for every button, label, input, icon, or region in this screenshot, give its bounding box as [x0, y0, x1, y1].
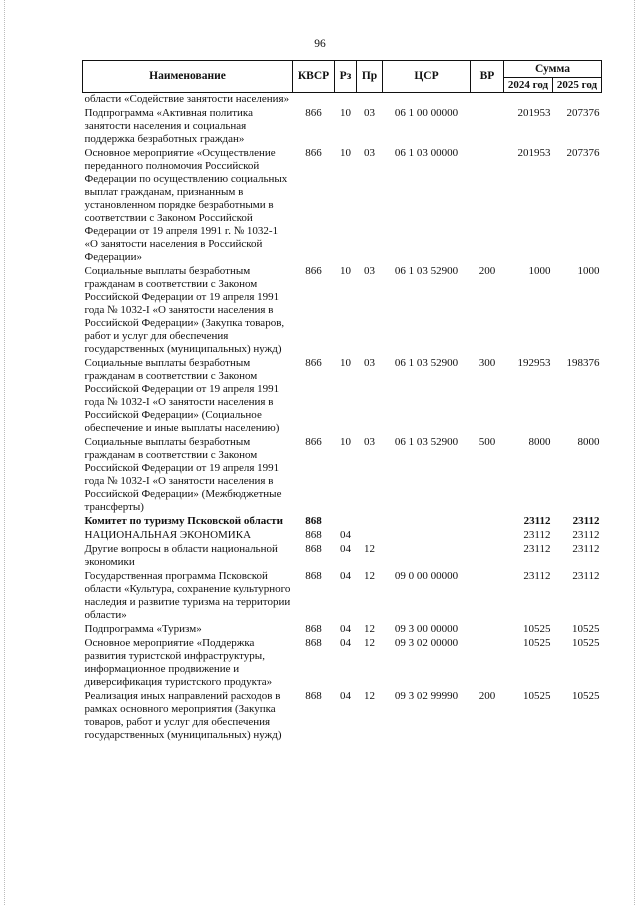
cell-csr: [383, 529, 471, 543]
cell-pr: [357, 93, 383, 108]
table-body: [83, 93, 602, 744]
table-header: [83, 61, 602, 93]
cell-kvsr: 866: [305, 265, 322, 277]
cell-name: Основное мероприятие «Поддержка развития туристской инфраструктуры, информационное продвижение и диверсификация туристского продукта»: [84, 637, 273, 688]
cell-kvsr: [293, 93, 335, 108]
header-vr: ВР: [471, 61, 504, 93]
table-row: [83, 570, 602, 623]
cell-name: Подпрограмма «Активная политика занятости населения и социальная поддержка безработных граждан»: [84, 107, 253, 145]
cell-name: Основное мероприятие «Осуществление переданного полномочия Российской Федерации по осуществлению социальных выплат гражданам, признанным в установленном порядке безработными в соответствии с Законом Российской Федерации от 19 апреля 1991 г. № 1032-1 «О занятости населения в Российской Федерации»: [84, 147, 288, 263]
cell-csr: [383, 93, 471, 108]
cell-2024: [504, 93, 553, 108]
cell-kvsr: 868: [305, 623, 322, 635]
cell-kvsr: 868: [305, 637, 322, 649]
cell-name: Подпрограмма «Туризм»: [84, 623, 202, 635]
cell-vr: [471, 570, 504, 623]
cell-2025: 1000: [577, 265, 600, 277]
cell-2025: 8000: [577, 436, 600, 448]
cell-vr: 300: [478, 357, 496, 369]
header-year-2024: 2024 год: [504, 78, 553, 93]
cell-2024: 23112: [523, 515, 551, 527]
cell-name: Социальные выплаты безработным гражданам в соответствии с Законом Российской Федерации от 19 апреля 1991 года № 1032-I «О занятости населения в Российской Федерации» (Межбюджетные трансферты): [84, 436, 282, 513]
table-row: [83, 107, 602, 147]
cell-rz: 04: [340, 637, 351, 649]
cell-vr: 200: [478, 690, 496, 702]
header-sum: Сумма: [504, 61, 602, 78]
cell-kvsr: 866: [305, 436, 322, 448]
table-row: [83, 265, 602, 357]
header-rz: Рз: [335, 61, 357, 93]
cell-2025: 207376: [566, 147, 600, 159]
cell-2025: 23112: [572, 515, 600, 527]
cell-2025: 23112: [572, 543, 600, 555]
cell-pr: 12: [364, 543, 375, 555]
cell-pr: 03: [364, 436, 375, 448]
cell-csr: 06 1 03 52900: [394, 357, 459, 369]
cell-2025: 23112: [572, 570, 600, 582]
cell-name: Государственная программа Псковской области «Культура, сохранение культурного наследия и развитие туризма на территории области»: [84, 570, 291, 621]
cell-rz: 10: [340, 265, 351, 277]
cell-rz: 10: [340, 107, 351, 119]
cell-2025: 10525: [572, 637, 600, 649]
table-row: [83, 436, 602, 515]
budget-table: [82, 60, 602, 743]
cell-pr: 12: [364, 637, 375, 649]
header-csr: ЦСР: [383, 61, 471, 93]
cell-2025: 10525: [572, 690, 600, 702]
cell-pr: 03: [364, 107, 375, 119]
cell-csr: 06 1 03 00000: [394, 147, 459, 159]
cell-kvsr: 866: [305, 357, 322, 369]
cell-pr: 12: [364, 690, 375, 702]
cell-rz: 04: [340, 690, 351, 702]
cell-vr: [471, 623, 504, 637]
cell-csr: 06 1 03 52900: [394, 436, 459, 448]
cell-2024: 8000: [528, 436, 551, 448]
cell-kvsr: 868: [305, 515, 322, 527]
cell-rz: 04: [340, 623, 351, 635]
table-row: [83, 93, 602, 108]
header-kvsr: КВСР: [293, 61, 335, 93]
cell-2024: 23112: [523, 543, 551, 555]
header-pr: Пр: [357, 61, 383, 93]
cell-kvsr: 866: [305, 107, 322, 119]
cell-name: области «Содействие занятости населения»: [84, 93, 290, 105]
cell-pr: 03: [364, 147, 375, 159]
cell-rz: 10: [340, 357, 351, 369]
cell-pr: 03: [364, 265, 375, 277]
cell-2024: 10525: [523, 623, 551, 635]
cell-pr: [357, 529, 383, 543]
cell-2025: 23112: [572, 529, 600, 541]
table-row: [83, 623, 602, 637]
table-row: [83, 637, 602, 690]
cell-kvsr: 868: [305, 690, 322, 702]
cell-2024: 201953: [517, 107, 551, 119]
cell-vr: [471, 93, 504, 108]
cell-csr: 06 1 00 00000: [394, 107, 459, 119]
table-row: [83, 357, 602, 436]
cell-kvsr: 868: [305, 543, 322, 555]
cell-2024: 23112: [523, 570, 551, 582]
cell-pr: 03: [364, 357, 375, 369]
cell-vr: [471, 107, 504, 147]
cell-vr: [471, 543, 504, 570]
table-row: [83, 515, 602, 529]
header-year-2025: 2025 год: [553, 78, 602, 93]
cell-vr: [471, 515, 504, 529]
cell-2025: [553, 93, 602, 108]
cell-pr: 12: [364, 623, 375, 635]
cell-2025: 198376: [566, 357, 600, 369]
cell-csr: 09 3 02 99990: [394, 690, 459, 702]
cell-2024: 201953: [517, 147, 551, 159]
cell-pr: [357, 515, 383, 529]
cell-name: Другие вопросы в области национальной экономики: [84, 543, 278, 568]
cell-rz: 04: [340, 529, 351, 541]
cell-csr: 06 1 03 52900: [394, 265, 459, 277]
cell-rz: 04: [340, 543, 351, 555]
table-row: [83, 543, 602, 570]
cell-csr: [383, 515, 471, 529]
cell-vr: 500: [478, 436, 496, 448]
cell-2025: 10525: [572, 623, 600, 635]
cell-csr: [383, 543, 471, 570]
cell-2024: 10525: [523, 637, 551, 649]
cell-name: Комитет по туризму Псковской области: [84, 515, 283, 527]
cell-2024: 1000: [528, 265, 551, 277]
cell-kvsr: 866: [305, 147, 322, 159]
cell-rz: 10: [340, 147, 351, 159]
cell-rz: 04: [340, 570, 351, 582]
cell-2024: 23112: [523, 529, 551, 541]
table-row: [83, 690, 602, 743]
cell-csr: 09 3 02 00000: [394, 637, 459, 649]
table-row: [83, 529, 602, 543]
cell-name: Социальные выплаты безработным гражданам в соответствии с Законом Российской Федерации от 19 апреля 1991 года № 1032-I «О занятости населения в Российской Федерации» (Закупка товаров, работ и услуг для обеспечения государственных (муниципальных) нужд): [84, 265, 285, 355]
cell-2025: 207376: [566, 107, 600, 119]
cell-pr: 12: [364, 570, 375, 582]
cell-vr: [471, 147, 504, 265]
cell-2024: 192953: [517, 357, 551, 369]
cell-kvsr: 868: [305, 570, 322, 582]
header-name: Наименование: [83, 61, 293, 93]
cell-name: Реализация иных направлений расходов в рамках основного мероприятия (Закупка товаров, работ и услуг для обеспечения государственных (муниципальных) нужд): [84, 690, 282, 741]
cell-rz: 10: [340, 436, 351, 448]
cell-rz: [335, 515, 357, 529]
left-margin-line: [4, 0, 5, 905]
right-margin-line: [634, 0, 635, 905]
page-number: 96: [314, 38, 326, 50]
cell-name: Социальные выплаты безработным гражданам в соответствии с Законом Российской Федерации от 19 апреля 1991 года № 1032-I «О занятости населения в Российской Федерации» (Социальное обеспечение и иные выплаты населению): [84, 357, 280, 434]
cell-rz: [335, 93, 357, 108]
cell-2024: 10525: [523, 690, 551, 702]
table-row: [83, 147, 602, 265]
cell-csr: 09 0 00 00000: [394, 570, 459, 582]
cell-vr: [471, 529, 504, 543]
cell-csr: 09 3 00 00000: [394, 623, 459, 635]
cell-vr: 200: [478, 265, 496, 277]
cell-kvsr: 868: [305, 529, 322, 541]
cell-name: НАЦИОНАЛЬНАЯ ЭКОНОМИКА: [84, 529, 252, 541]
cell-vr: [471, 637, 504, 690]
